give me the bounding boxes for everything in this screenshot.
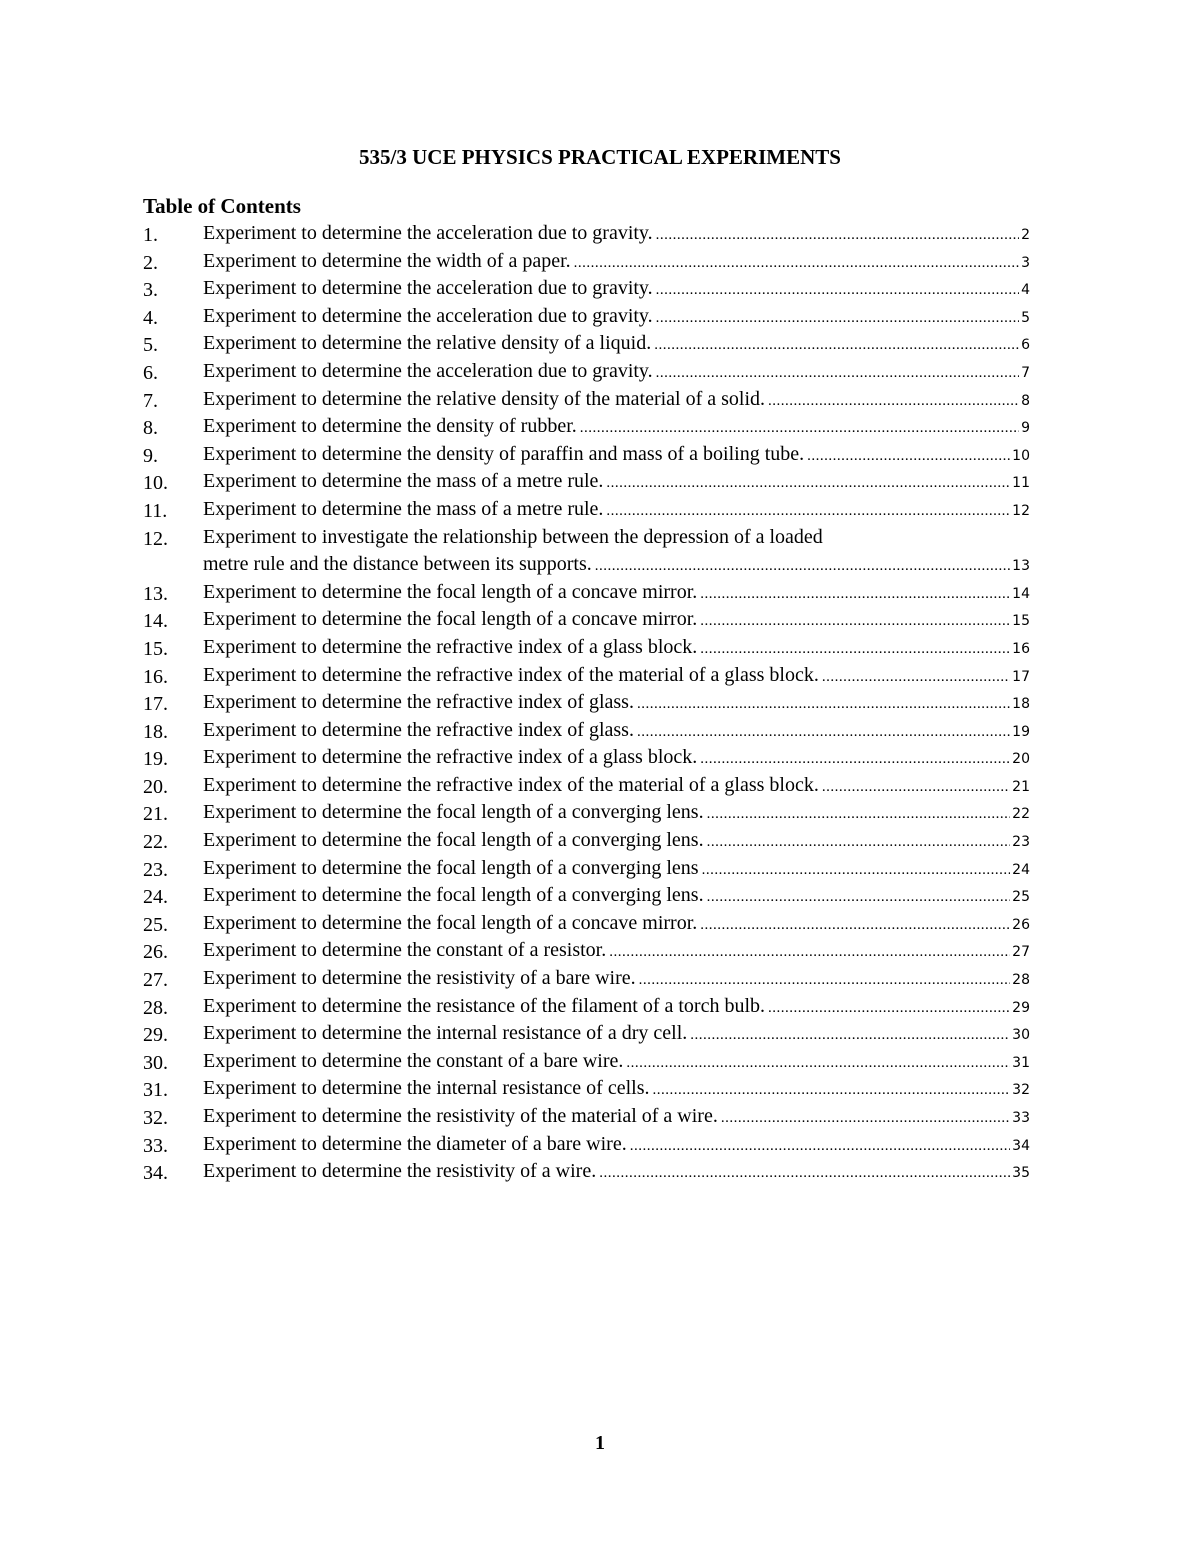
toc-entry-number: 32.: [143, 1107, 168, 1129]
toc-entry[interactable]: [143, 277, 1030, 305]
toc-entry-title: Experiment to determine the focal length of a concave mirror.: [203, 608, 698, 631]
dot-leader: [656, 222, 1019, 250]
toc-entry-number: 19.: [143, 748, 168, 771]
dot-leader: [656, 305, 1019, 333]
toc-entry-title: Experiment to determine the focal length of a converging lens.: [203, 829, 704, 852]
toc-entry-title: Experiment to determine the resistivity of a wire.: [203, 1160, 597, 1183]
toc-entry-number: 15.: [143, 637, 168, 660]
toc-entry-title: Experiment to determine the relative density of a liquid.: [203, 332, 652, 355]
dot-leader: [654, 332, 1019, 360]
toc-entry-title: Experiment to determine the internal resistance of a dry cell.: [203, 1022, 688, 1045]
toc-entry-number: 10.: [143, 472, 168, 495]
toc-entry-number: 7.: [143, 389, 158, 412]
page-title: 535/3 UCE PHYSICS PRACTICAL EXPERIMENTS: [359, 145, 841, 169]
toc-entry-page: 35: [1012, 1165, 1030, 1182]
toc-entry[interactable]: [143, 415, 1030, 443]
toc-entry-title: Experiment to determine the refractive index of the material of a glass block.: [203, 663, 819, 686]
toc-entry-page: 20: [1012, 751, 1030, 768]
dot-leader: [707, 829, 1011, 857]
dot-leader: [707, 884, 1011, 912]
toc-entry-number: 8.: [143, 417, 158, 440]
toc-entry-number: 34.: [143, 1162, 168, 1185]
toc-entry-title: Experiment to determine the refractive index of a glass block.: [203, 635, 698, 658]
toc-entry[interactable]: [143, 636, 1030, 664]
toc-entry-title: Experiment to determine the diameter of a bare wire.: [203, 1132, 627, 1155]
toc-entry[interactable]: [143, 912, 1030, 940]
toc-entry-page: 9: [1021, 420, 1030, 437]
page-number: 1: [595, 1432, 605, 1454]
toc-entry[interactable]: [143, 1105, 1030, 1133]
dot-leader: [656, 360, 1019, 388]
dot-leader: [639, 967, 1011, 995]
toc-entry[interactable]: [143, 250, 1030, 278]
toc-entry-page: 24: [1012, 861, 1030, 878]
toc-entry[interactable]: [143, 1133, 1030, 1161]
toc-entry-title: Experiment to determine the acceleration due to gravity.: [203, 359, 653, 382]
toc-entry-page: 11: [1012, 475, 1030, 492]
dot-leader: [807, 443, 1010, 471]
toc-entry-number: 17.: [143, 693, 168, 716]
dot-leader: [580, 415, 1019, 443]
toc-entry-page: 34: [1012, 1137, 1030, 1154]
toc-entry-title: Experiment to determine the focal length of a converging lens.: [203, 884, 704, 907]
toc-entry-title: Experiment to determine the internal resistance of cells.: [203, 1077, 650, 1100]
toc-entry-title: Experiment to determine the relative density of the material of a solid.: [203, 387, 766, 410]
dot-leader: [637, 691, 1010, 719]
toc-entry[interactable]: [143, 388, 1030, 416]
toc-entry[interactable]: [143, 746, 1030, 774]
toc-entry[interactable]: [143, 360, 1030, 388]
toc-entry-title: Experiment to determine the resistivity of the material of a wire.: [203, 1105, 718, 1127]
toc-entry[interactable]: [143, 719, 1030, 747]
dot-leader: [626, 1050, 1010, 1078]
dot-leader: [721, 1105, 1010, 1133]
toc-entry[interactable]: [143, 995, 1030, 1023]
toc-entry-number: 29.: [143, 1024, 168, 1047]
toc-entry-number: 28.: [143, 996, 168, 1019]
toc-entry-page: 23: [1012, 834, 1030, 851]
toc-entry-page: 32: [1012, 1082, 1030, 1099]
dot-leader: [700, 636, 1010, 664]
toc-entry-number: 20.: [143, 775, 168, 798]
toc-entry-number: 14.: [143, 610, 168, 633]
toc-entry-number: 5.: [143, 334, 158, 357]
toc-entry[interactable]: [143, 1050, 1030, 1078]
toc-entry-number: 13.: [143, 582, 168, 605]
toc-entry-page: 6: [1021, 337, 1030, 354]
toc-entry[interactable]: [143, 332, 1030, 360]
dot-leader: [700, 608, 1010, 636]
toc-entry-title: Experiment to determine the acceleration due to gravity.: [203, 304, 653, 327]
toc-entry-title: Experiment to determine the acceleration due to gravity.: [203, 222, 653, 244]
toc-heading: Table of Contents: [143, 194, 301, 218]
toc-entry-number: 25.: [143, 913, 168, 936]
toc-entry[interactable]: [143, 1022, 1030, 1050]
dot-leader: [768, 388, 1019, 416]
dot-leader: [700, 581, 1010, 609]
toc-entry-page: 18: [1012, 696, 1030, 713]
toc-entry-number: 26.: [143, 941, 168, 964]
toc-entry-title: Experiment to determine the refractive index of glass.: [203, 691, 634, 714]
toc-entry-title: Experiment to determine the refractive index of a glass block.: [203, 746, 698, 769]
toc-entry-number: 22.: [143, 831, 168, 854]
toc-entry-title: Experiment to determine the refractive index of the material of a glass block.: [203, 773, 819, 796]
toc-entry[interactable]: [143, 967, 1030, 995]
toc-entry[interactable]: [143, 608, 1030, 636]
toc-entry[interactable]: [143, 829, 1030, 857]
toc-entry-title: Experiment to determine the focal length of a converging lens: [203, 856, 699, 879]
toc-entry-page: 27: [1012, 944, 1030, 961]
toc-entry-number: 30.: [143, 1051, 168, 1074]
toc-entry-title: Experiment to investigate the relationship between the depression of a loaded: [203, 525, 823, 548]
toc-entry[interactable]: [143, 691, 1030, 719]
toc-entry-number: 12.: [143, 527, 168, 550]
toc-entry-number: 1.: [143, 224, 158, 246]
toc-entry-page: 33: [1012, 1110, 1030, 1126]
toc-entry-page: 13: [1012, 558, 1030, 575]
dot-leader: [707, 801, 1011, 829]
toc-entry[interactable]: [143, 443, 1030, 471]
dot-leader: [606, 470, 1010, 498]
toc-entry[interactable]: [143, 1077, 1030, 1105]
toc-entry-number: 23.: [143, 858, 168, 881]
dot-leader: [599, 1160, 1010, 1188]
toc-entry-number: 6.: [143, 361, 158, 384]
toc-entry-page: 5: [1021, 309, 1030, 326]
toc-entry-title: Experiment to determine the constant of a resistor.: [203, 939, 607, 962]
toc-entry[interactable]: [143, 470, 1030, 498]
toc-entry-page: 12: [1012, 502, 1030, 519]
toc-entry[interactable]: [143, 801, 1030, 829]
toc-entry-number: 21.: [143, 803, 168, 826]
toc-entry-page: 14: [1012, 585, 1030, 602]
toc-entry[interactable]: [143, 1160, 1030, 1188]
toc-entry-page: 21: [1012, 778, 1030, 795]
toc-entry[interactable]: [143, 581, 1030, 609]
toc-entry-title: Experiment to determine the resistivity of a bare wire.: [203, 967, 636, 990]
dot-leader: [606, 498, 1010, 526]
toc-entry-number: 9.: [143, 444, 158, 467]
toc-entry-page: 22: [1012, 806, 1030, 823]
toc-entry-number: 27.: [143, 969, 168, 992]
toc-entry-title-continued: metre rule and the distance between its supports.: [203, 553, 592, 576]
toc-entry-title: Experiment to determine the focal length of a concave mirror.: [203, 580, 698, 603]
dot-leader: [768, 995, 1010, 1023]
toc-entry-title: Experiment to determine the constant of a bare wire.: [203, 1049, 624, 1072]
toc-entry[interactable]: [143, 526, 1030, 581]
toc-entry-title: Experiment to determine the acceleration due to gravity.: [203, 277, 653, 300]
toc-entry-page: 15: [1012, 613, 1030, 630]
toc-entry-number: 31.: [143, 1079, 168, 1102]
dot-leader: [700, 912, 1010, 940]
toc-entry-page: 10: [1012, 447, 1030, 464]
toc-entry-title: Experiment to determine the density of rubber.: [203, 415, 577, 438]
toc-entry-page: 2: [1021, 227, 1030, 243]
dot-leader: [656, 277, 1019, 305]
dot-leader: [822, 774, 1010, 802]
toc-entry[interactable]: [143, 305, 1030, 333]
dot-leader: [653, 1077, 1011, 1105]
toc-entry-page: 25: [1012, 889, 1030, 906]
toc-entry[interactable]: [143, 884, 1030, 912]
dot-leader: [637, 719, 1010, 747]
toc-entry-number: 16.: [143, 665, 168, 688]
toc-entry[interactable]: [143, 222, 1030, 250]
toc-entry-page: 3: [1021, 254, 1030, 271]
toc-entry-title: Experiment to determine the mass of a metre rule.: [203, 497, 604, 520]
toc-entry-number: 33.: [143, 1134, 168, 1157]
toc-entry-number: 11.: [143, 499, 168, 522]
toc-entry-page: 8: [1021, 392, 1030, 409]
dot-leader: [822, 664, 1010, 692]
toc-entry-title: Experiment to determine the mass of a metre rule.: [203, 470, 604, 493]
toc-entry-page: 19: [1012, 723, 1030, 740]
toc-entry-title: Experiment to determine the resistance of the filament of a torch bulb.: [203, 994, 766, 1017]
toc-entry-page: 16: [1012, 640, 1030, 657]
toc-entry-page: 7: [1021, 364, 1030, 381]
dot-leader: [700, 746, 1010, 774]
toc-entry[interactable]: [143, 939, 1030, 967]
toc-entry[interactable]: [143, 774, 1030, 802]
toc-entry[interactable]: [143, 857, 1030, 885]
table-of-contents: [143, 222, 1030, 1188]
dot-leader: [630, 1133, 1010, 1161]
toc-entry-title: Experiment to determine the density of paraffin and mass of a boiling tube.: [203, 442, 805, 465]
toc-entry-number: 18.: [143, 720, 168, 743]
toc-entry-number: 2.: [143, 251, 158, 274]
dot-leader: [690, 1022, 1010, 1050]
toc-entry-title: Experiment to determine the width of a paper.: [203, 249, 571, 272]
toc-entry-title: Experiment to determine the focal length of a converging lens.: [203, 801, 704, 824]
dot-leader: [702, 857, 1011, 885]
toc-entry-page: 28: [1012, 972, 1030, 989]
toc-entry-page: 17: [1012, 668, 1030, 685]
dot-leader: [574, 250, 1019, 278]
toc-entry-page: 31: [1012, 1054, 1030, 1071]
toc-entry-page: 26: [1012, 916, 1030, 933]
toc-entry-number: 4.: [143, 306, 158, 329]
toc-entry-number: 24.: [143, 886, 168, 909]
toc-entry-title: Experiment to determine the refractive index of glass.: [203, 718, 634, 741]
dot-leader: [609, 939, 1010, 967]
dot-leader: [595, 553, 1010, 581]
toc-entry-page: 29: [1012, 999, 1030, 1016]
toc-entry-page: 30: [1012, 1027, 1030, 1044]
toc-entry-number: 3.: [143, 279, 158, 302]
toc-entry-title: Experiment to determine the focal length of a concave mirror.: [203, 911, 698, 934]
toc-entry-page: 4: [1021, 282, 1030, 299]
toc-entry[interactable]: [143, 498, 1030, 526]
toc-entry[interactable]: [143, 664, 1030, 692]
